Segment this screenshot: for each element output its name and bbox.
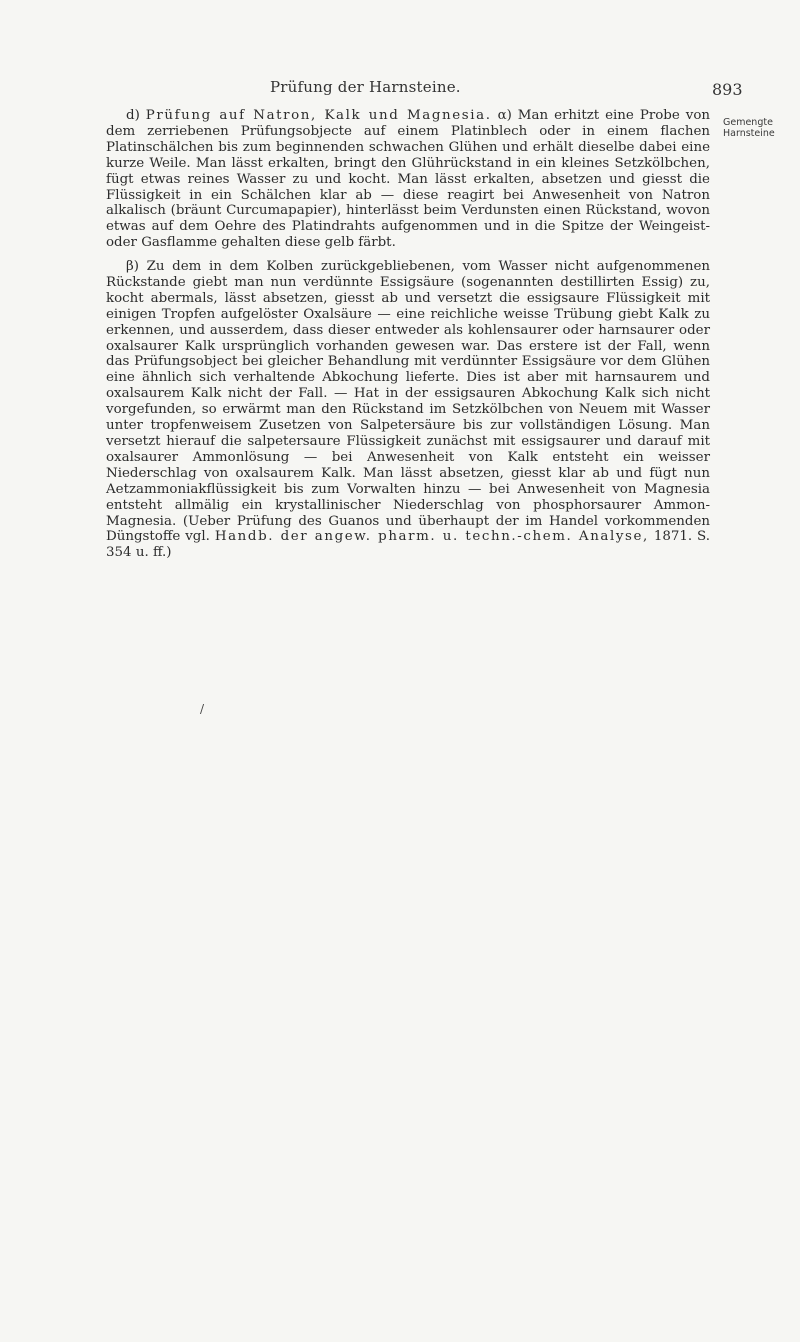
paragraph-alpha-text: α) Man erhitzt eine Probe von dem zerriebenen Prüfungsobjecte auf einem Platinblech oder in einem flachen Platinschälchen bis zum beginnenden schwachen Glühen und erhält dieselbe dabei eine kurze Weile. Man lässt erkalten, bringt den Glührückstand in ein kleines Setzkölbchen, fügt etwas reines Wasser zu und kocht. Man lässt erkalten, absetzen und giesst die Flüssigkeit in ein Schälchen klar ab — diese reagirt bei Anwesenheit von Natron alkalisch (bräunt Curcumapapier), hinterlässt beim Verdunsten einen Rückstand, wovon etwas auf dem Oehre des Platindrahts aufgenommen und in die Spitze der Weingeist- oder Gasflamme gehalten diese gelb färbt. xyxy=(106,108,711,251)
stray-pen-mark: / xyxy=(200,702,205,716)
marginal-note: Gemengte Harnsteine xyxy=(723,117,775,139)
reference-tail: 1871. S. 354 u. ff.) xyxy=(106,529,711,561)
paragraph-beta-text: β) Zu dem in dem Kolben zurückgebliebenen, vom Wasser nicht aufgenommenen Rückstande giebt man nun verdünnte Essigsäure (sogenannten destillirten Essig) zu, kocht abermals, lässt absetzen, giesst ab und versetzt die essigsaure Flüssigkeit mit einigen Tropfen aufgelöster Oxalsäure — eine reichliche weisse Trübung giebt Kalk zu erkennen, und ausserdem, dass dieser entweder als kohlensaurer oder harnsaurer oder oxalsaurer Kalk ursprünglich vorhanden gewesen war. Das erstere ist der Fall, wenn das Prüfungsobject bei gleicher Behandlung mit verdünnter Essigsäure vor dem Glühen eine ähnlich sich verhaltende Abkochung lieferte. Dies ist aber mit harnsaurem und oxalsaurem Kalk nicht der Fall. — Hat in der essigsauren Abkochung Kalk sich nicht vorgefunden, so erwärmt man den Rückstand im Setzkölbchen von Neuem mit Wasser unter tropfenweisem Zusetzen von Salpetersäure bis zur vollständigen Lösung. Man versetzt hierauf die salpetersaure Flüssigkeit zunächst mit essigsaurer und darauf mit oxalsaurer Ammonlösung — bei Anwesenheit von Kalk entsteht ein weisser Niederschlag von oxalsaurem Kalk. Man lässt absetzen, giesst klar ab und fügt nun Aetzammoniakflüssigkeit bis zum Vorwalten hinzu — bei Anwesenheit von Magnesia entsteht allmälig ein krystallinischer Niederschlag von phosphorsaurer Ammon-Magnesia. (Ueber Prüfung des Guanos und überhaupt der im Handel vorkommenden Düngstoffe vgl. xyxy=(106,259,710,545)
section-label: d) xyxy=(126,108,146,123)
section-d-block xyxy=(106,108,710,251)
page-number: 893 xyxy=(712,80,743,99)
paragraph-beta-block xyxy=(106,259,710,561)
paragraph-alpha xyxy=(106,108,710,251)
paragraph-beta xyxy=(106,259,710,561)
running-title: Prüfung der Harnsteine. xyxy=(270,78,461,96)
section-heading: Prüfung auf Natron, Kalk und Magnesia. xyxy=(145,108,492,123)
literature-reference: Handb. der angew. pharm. u. techn.-chem. Analyse, xyxy=(214,529,649,545)
